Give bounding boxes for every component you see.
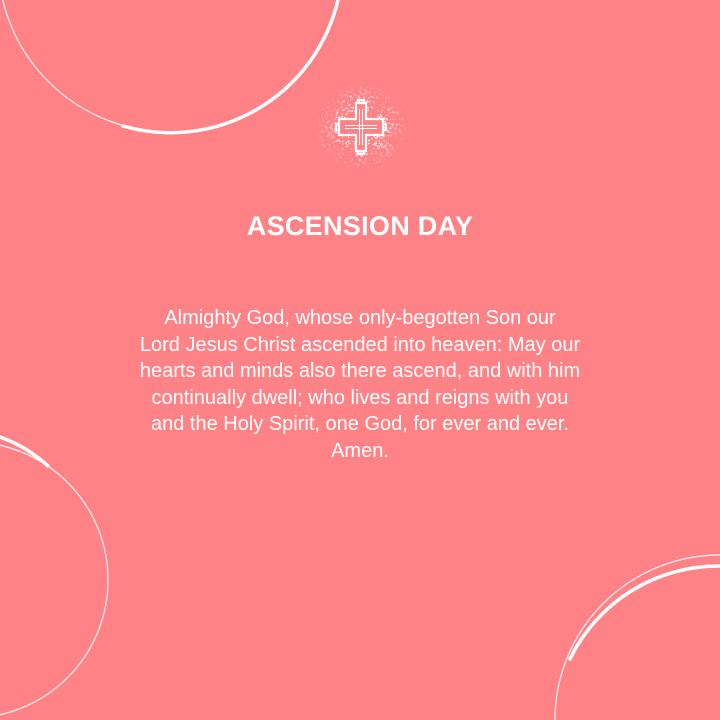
prayer-line: continually dwell; who lives and reigns with you xyxy=(151,386,569,409)
bottom-right-arc-highlight xyxy=(570,566,719,659)
radiant-cross-icon xyxy=(313,83,409,171)
prayer-line: Amen. xyxy=(331,439,389,462)
prayer-text xyxy=(90,305,630,464)
prayer-line: Almighty God, whose only-begotten Son our xyxy=(164,307,556,329)
bottom-left-arc-highlight xyxy=(0,437,48,466)
prayer-line: Lord Jesus Christ ascended into heaven: May our xyxy=(139,333,581,356)
page-title: ASCENSION DAY xyxy=(246,211,474,241)
top-left-arc-highlight xyxy=(123,0,340,133)
bottom-right-arc xyxy=(555,555,720,720)
prayer-line: and the Holy Spirit, one God, for ever and ever. xyxy=(150,413,570,435)
prayer-line: hearts and minds also there ascend, and with him xyxy=(139,360,581,382)
top-left-arc xyxy=(0,0,342,132)
bottom-left-arc xyxy=(0,442,108,718)
